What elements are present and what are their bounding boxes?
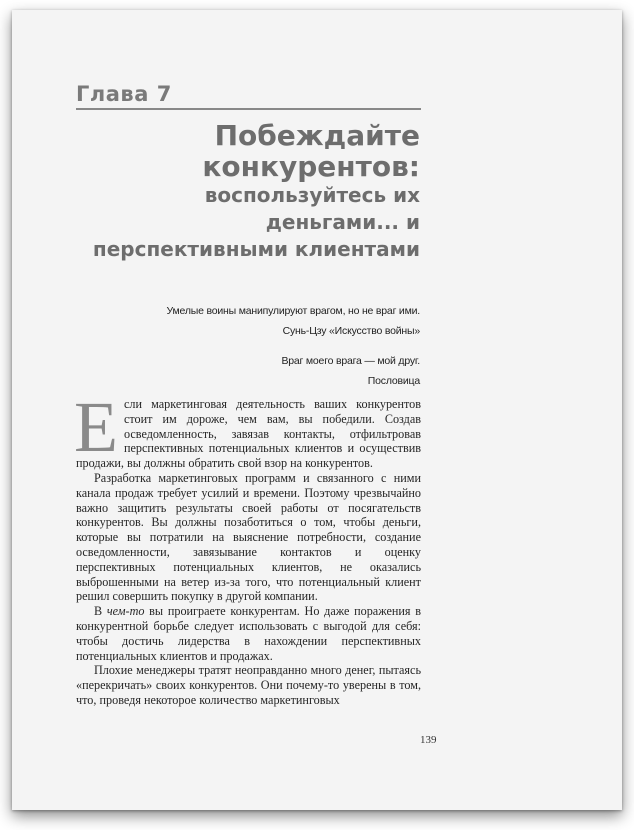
paragraph: Разработка маркетинговых программ и связанного с ними канала продаж требует усилий и времени. Поэтому чрезвычайно важно защитить результаты своей работы от посягательств конкурентов. Вы должны позаботиться о том, чтобы деньги, которые вы потратили на выяснение потребности, создание осведомленности, завязывание контактов и оценку перспективных потенциальных клиентов, не оказались выброшенными на ветер из-за того, что потенциальный клиент решил совершить покупку в другой компании. [76,470,421,604]
paragraph-text: сли маркетинговая деятельность ваших конкурентов стоит им дороже, чем вам, вы победили. Создав осведомленность, завязав контакты, отфильтровав перспективных потенциальных клиентов и осуществив продажи, вы должны обратить свой взор на конкурентов. [76,397,421,471]
epigraph-quote: Враг моего врага — мой друг. [281,355,420,367]
emphasis: чем-то [106,604,145,619]
epigraph-2 [281,351,420,391]
epigraph-quote: Умелые воины манипулируют врагом, но не враг ими. [166,305,420,317]
chapter-heading: Глава 7 [76,82,172,106]
book-page [12,10,622,810]
page-number: 139 [420,734,437,746]
title-line-1: Побеждайте [214,119,420,152]
title-line-2: конкурентов: [202,150,420,183]
epigraph-source: Сунь-Цзу «Искусство войны» [282,325,420,337]
paragraph-text: вы проиграете конкурентам. Но даже поражения в конкурентной борьбе следует использовать с выгодой для себя: чтобы достичь лидерства в нахождении перспективных потенциальных клиентов и продажах. [76,604,421,663]
body-text [74,387,421,708]
paragraph: Плохие менеджеры тратят неоправданно много денег, пытаясь «перекричать» своих конкурентов. Они почему-то уверены в том, что, проведя некоторое количество маркетинговых [76,663,421,707]
paragraph-text: В [94,604,107,619]
title-line-3: воспользуйтесь их [204,183,420,207]
drop-cap: Е [74,387,118,467]
epigraph-1 [167,301,420,341]
chapter-rule [76,108,421,110]
paragraph [74,387,421,471]
epigraph-source: Пословица [367,375,420,387]
paragraph [76,604,421,663]
title-line-4: деньгами... и [265,210,420,234]
title-line-5: перспективными клиентами [92,237,420,261]
chapter-title [93,120,420,263]
